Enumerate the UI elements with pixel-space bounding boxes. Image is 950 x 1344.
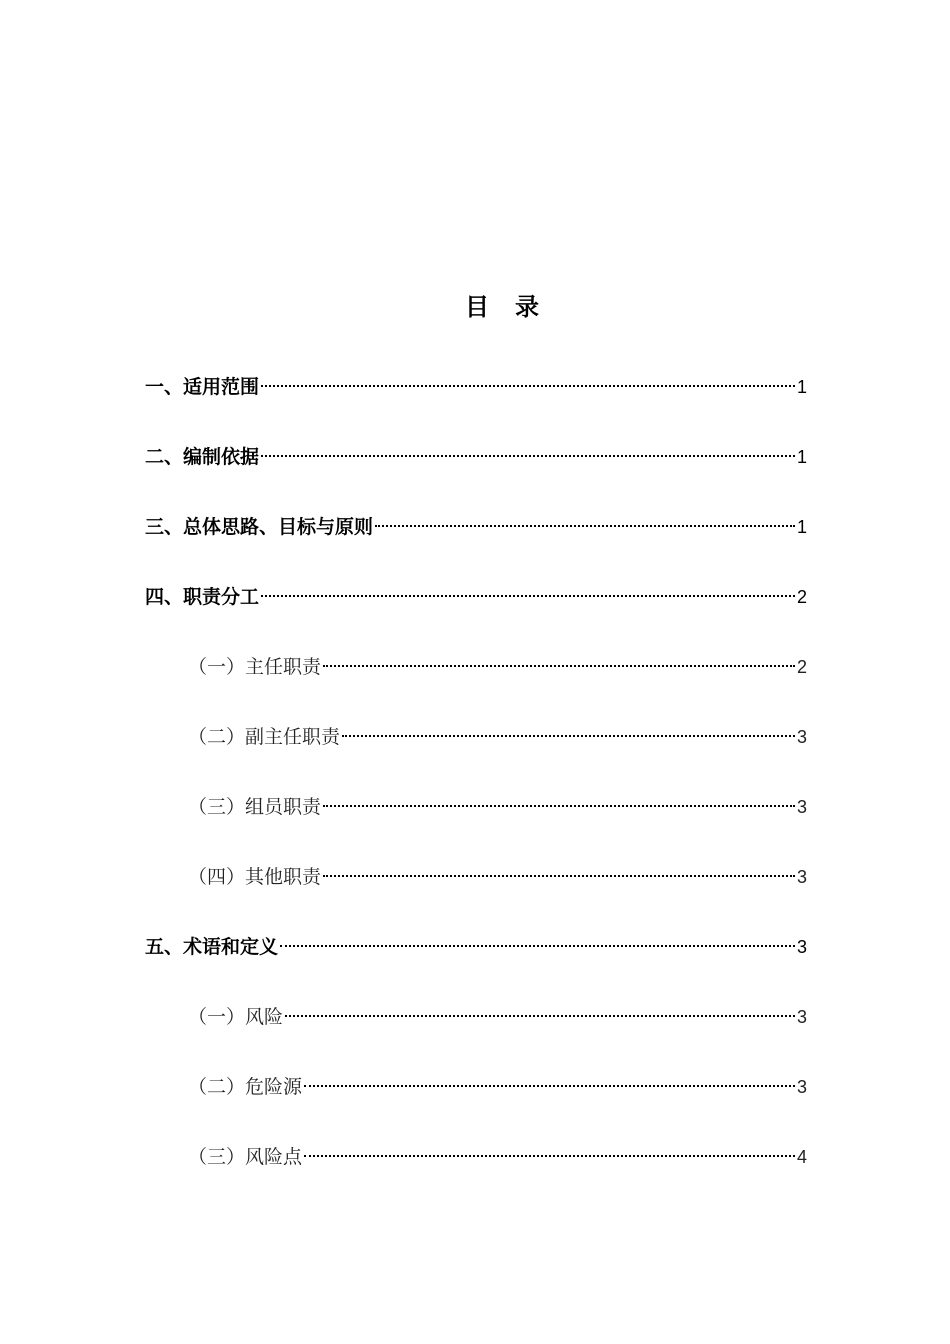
toc-entry-text: （二）副主任职责 xyxy=(188,726,341,748)
toc-entry-text: （三）组员职责 xyxy=(188,796,322,818)
toc-entry[interactable] xyxy=(145,512,807,542)
toc-entry[interactable] xyxy=(145,582,807,612)
toc-entry-page: 3 xyxy=(796,867,807,887)
toc-entry-page: 1 xyxy=(796,377,807,397)
dot-leader xyxy=(304,1155,795,1157)
toc-entry-text: 五、术语和定义 xyxy=(145,936,279,958)
toc-subentry[interactable] xyxy=(188,862,807,892)
toc-subentry[interactable] xyxy=(188,1002,807,1032)
toc-entry[interactable] xyxy=(145,372,807,402)
toc-subentry[interactable] xyxy=(188,652,807,682)
toc-entry[interactable] xyxy=(145,932,807,962)
dot-leader xyxy=(342,735,795,737)
toc-title-char-1: 目 xyxy=(465,293,489,321)
dot-leader xyxy=(261,455,795,457)
toc-entry-text: （一）主任职责 xyxy=(188,656,322,678)
toc-entry-page: 2 xyxy=(796,657,807,677)
toc-subentry[interactable] xyxy=(188,722,807,752)
toc-entry-text: （三）风险点 xyxy=(188,1146,303,1168)
toc-entry-page: 1 xyxy=(796,447,807,467)
toc-subentry[interactable] xyxy=(188,792,807,822)
toc-entry-page: 4 xyxy=(796,1147,807,1167)
toc-entry-page: 3 xyxy=(796,1007,807,1027)
toc-title-char-2: 录 xyxy=(515,293,539,321)
toc-subentry[interactable] xyxy=(188,1072,807,1102)
toc-subentry[interactable] xyxy=(188,1142,807,1172)
dot-leader xyxy=(323,875,795,877)
dot-leader xyxy=(323,805,795,807)
toc-entry-text: 一、适用范围 xyxy=(145,376,260,398)
toc-entry-page: 3 xyxy=(796,937,807,957)
dot-leader xyxy=(261,595,795,597)
dot-leader xyxy=(285,1015,795,1017)
toc-entry-text: 二、编制依据 xyxy=(145,446,260,468)
toc-entry-text: （一）风险 xyxy=(188,1006,284,1028)
toc-entry-page: 3 xyxy=(796,1077,807,1097)
dot-leader xyxy=(280,945,795,947)
toc-entry-page: 2 xyxy=(796,587,807,607)
toc-entry-text: 三、总体思路、目标与原则 xyxy=(145,516,374,538)
dot-leader xyxy=(304,1085,795,1087)
dot-leader xyxy=(261,385,795,387)
toc-entry-text: （四）其他职责 xyxy=(188,866,322,888)
toc-entry-text: 四、职责分工 xyxy=(145,586,260,608)
dot-leader xyxy=(323,665,795,667)
dot-leader xyxy=(375,525,795,527)
toc-entry-page: 1 xyxy=(796,517,807,537)
toc-entry-page: 3 xyxy=(796,727,807,747)
toc-entry-page: 3 xyxy=(796,797,807,817)
toc-entry-text: （二）危险源 xyxy=(188,1076,303,1098)
toc-entry[interactable] xyxy=(145,442,807,472)
